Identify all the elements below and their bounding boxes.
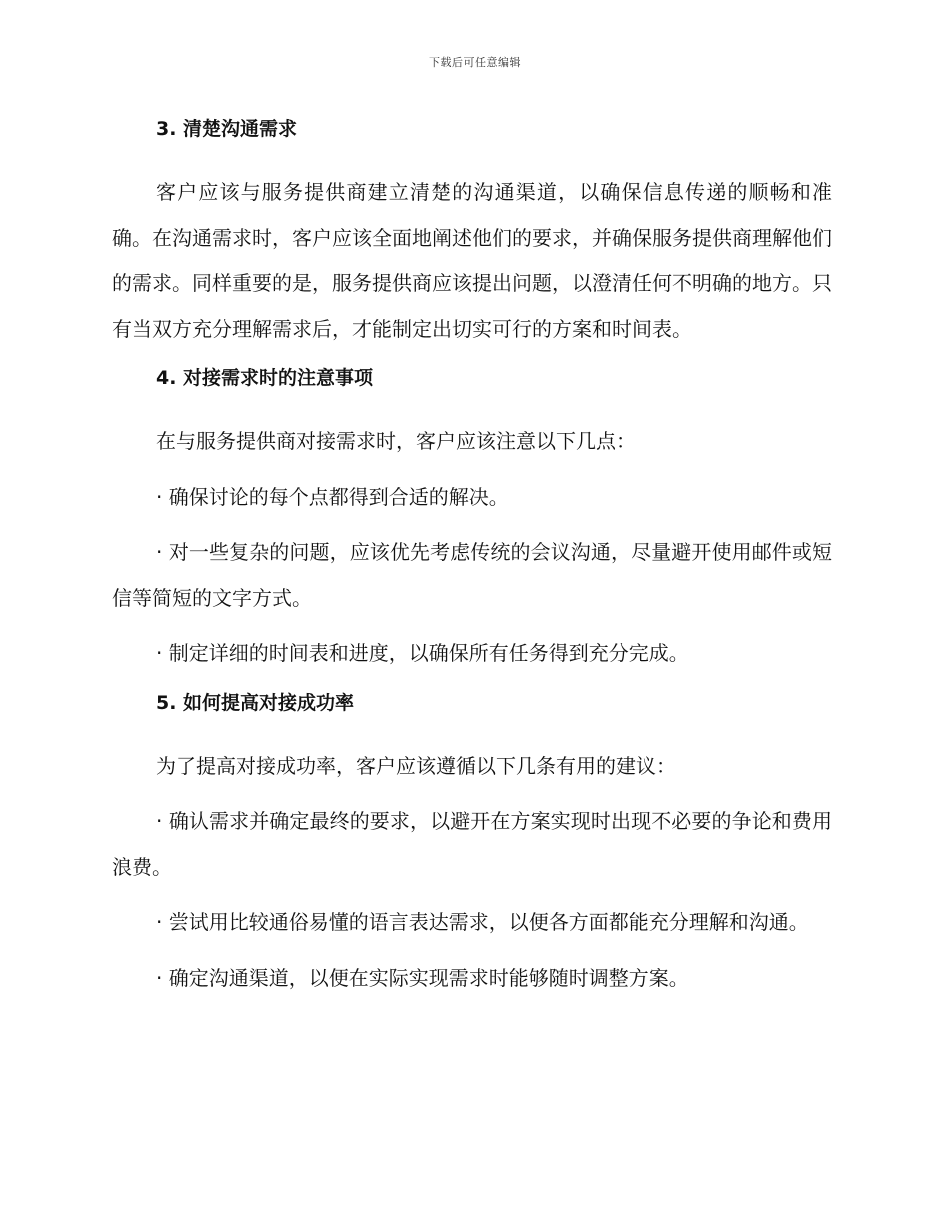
bullet-item: · 制定详细的时间表和进度，以确保所有任务得到充分完成。 <box>156 641 689 665</box>
bullet-item: · 尝试用比较通俗易懂的语言表达需求，以便各方面都能充分理解和沟通。 <box>156 910 809 934</box>
bullet-item: · 确认需求并确定最终的要求，以避开在方案实现时出现不必要的争论和费用浪费。 <box>112 809 832 879</box>
document-body <box>112 113 832 1011</box>
paragraph: 客户应该与服务提供商建立清楚的沟通渠道，以确保信息传递的顺畅和准确。在沟通需求时，客户应该全面地阐述他们的要求，并确保服务提供商理解他们的需求。同样重要的是，服务提供商应该提出问题，以澄清任何不明确的地方。只有当双方充分理解需求后，才能制定出切实可行的方案和时间表。 <box>112 180 832 341</box>
bullet-item: · 对一些复杂的问题，应该优先考虑传统的会议沟通，尽量避开使用邮件或短信等简短的文字方式。 <box>112 540 832 610</box>
running-header: 下载后可任意编辑 <box>429 56 521 69</box>
bullet-item: · 确保讨论的每个点都得到合适的解决。 <box>156 484 509 509</box>
section-heading-3: 3. 清楚沟通需求 <box>156 118 298 140</box>
section-heading-5: 5. 如何提高对接成功率 <box>156 691 355 714</box>
paragraph: 为了提高对接成功率，客户应该遵循以下几条有用的建议： <box>156 753 676 778</box>
bullet-item: · 确定沟通渠道，以便在实际实现需求时能够随时调整方案。 <box>156 965 689 990</box>
paragraph: 在与服务提供商对接需求时，客户应该注意以下几点： <box>156 429 636 453</box>
section-heading-4: 4. 对接需求时的注意事项 <box>156 367 374 389</box>
